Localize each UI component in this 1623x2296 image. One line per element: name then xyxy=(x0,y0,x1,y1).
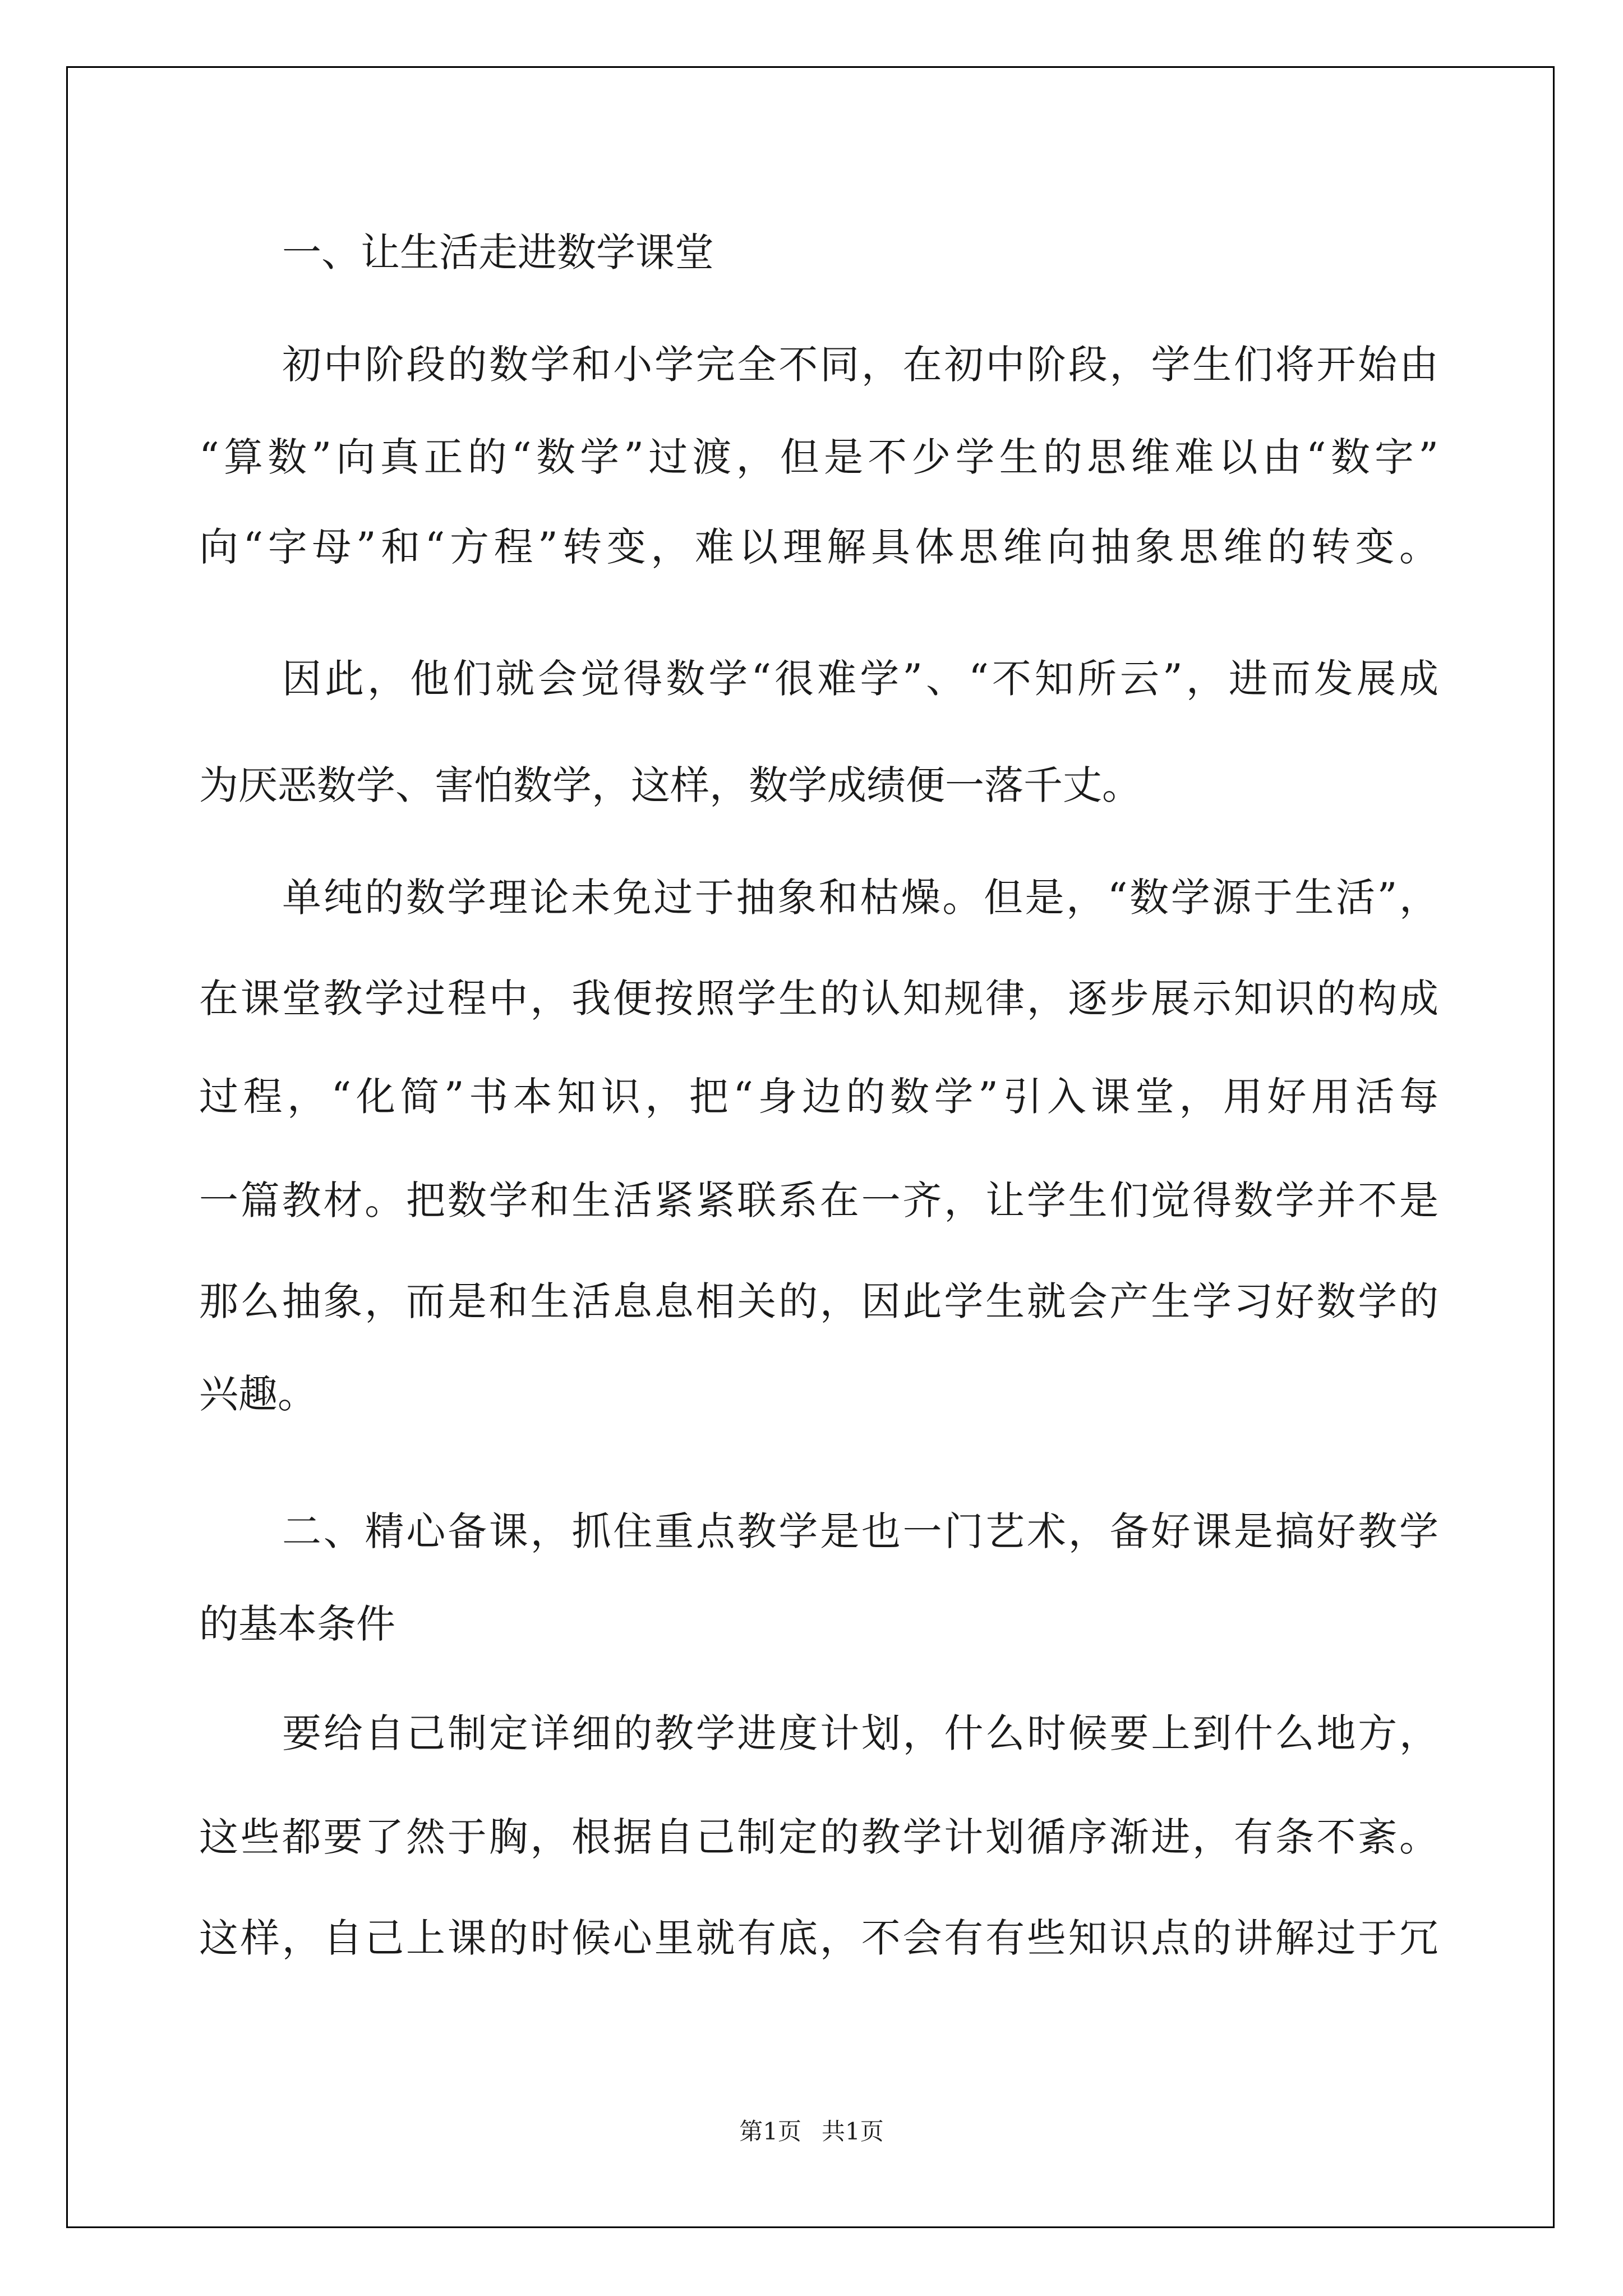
paragraph-line: 向“字母”和“方程”转变，难以理解具体思维向抽象思维的转变。 xyxy=(199,524,1438,570)
page-footer xyxy=(0,2115,1623,2148)
paragraph-line: 一篇教材。把数学和生活紧紧联系在一齐，让学生们觉得数学并不是 xyxy=(199,1177,1438,1223)
page-number: 第1页 xyxy=(739,2118,801,2145)
page-count: 共1页 xyxy=(822,2118,884,2145)
page-border xyxy=(66,66,1555,2228)
paragraph-line: “算数”向真正的“数学”过渡，但是不少学生的思维难以由“数字” xyxy=(199,434,1438,480)
paragraph-line: 因此，他们就会觉得数学“很难学”、“不知所云”，进而发展成 xyxy=(282,656,1438,702)
section-heading-1: 一、让生活走进数学课堂 xyxy=(282,229,714,275)
paragraph-line: 单纯的数学理论未免过于抽象和枯燥。但是，“数学源于生活”， xyxy=(282,875,1438,921)
section-heading-2: 二、精心备课，抓住重点教学是也一门艺术，备好课是搞好教学 xyxy=(282,1508,1438,1554)
paragraph-line: 要给自己制定详细的教学进度计划，什么时候要上到什么地方， xyxy=(282,1710,1438,1756)
paragraph-line: 那么抽象，而是和生活息息相关的，因此学生就会产生学习好数学的 xyxy=(199,1278,1438,1324)
paragraph-line: 在课堂教学过程中，我便按照学生的认知规律，逐步展示知识的构成 xyxy=(199,976,1438,1022)
paragraph-line: 初中阶段的数学和小学完全不同，在初中阶段，学生们将开始由 xyxy=(282,342,1438,388)
section-heading-2-cont: 的基本条件 xyxy=(199,1601,395,1647)
paragraph-line: 为厌恶数学、害怕数学，这样，数学成绩便一落千丈。 xyxy=(199,762,1141,808)
paragraph-line: 这样，自己上课的时候心里就有底，不会有有些知识点的讲解过于冗 xyxy=(199,1915,1438,1961)
paragraph-line: 兴趣。 xyxy=(199,1371,317,1417)
paragraph-line: 这些都要了然于胸，根据自己制定的教学计划循序渐进，有条不紊。 xyxy=(199,1814,1438,1860)
paragraph-line: 过程，“化简”书本知识，把“身边的数学”引入课堂，用好用活每 xyxy=(199,1074,1438,1120)
